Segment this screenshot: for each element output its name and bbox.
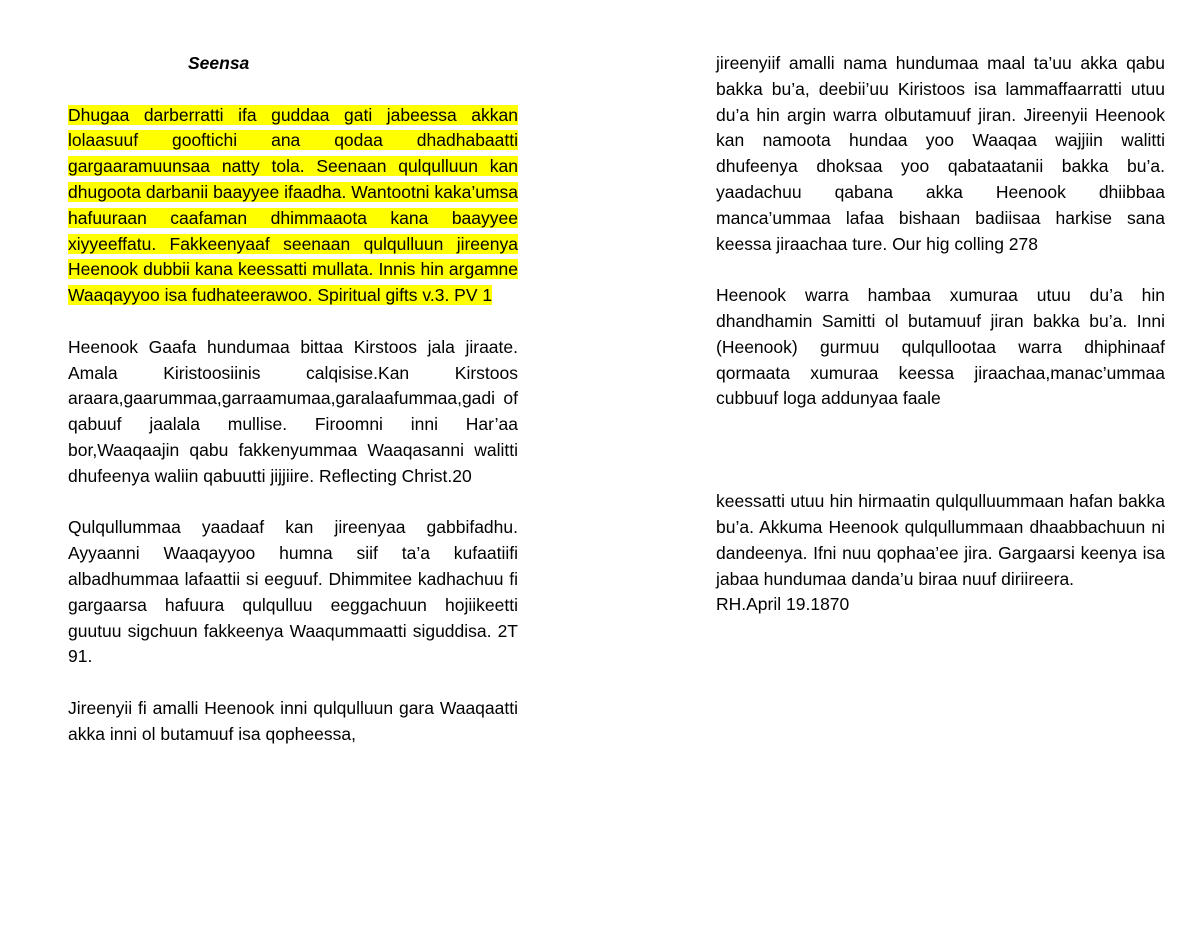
- highlighted-text: Dhugaa darberratti ifa guddaa gati jabeessa akkan lolaasuuf gooftichi ana qodaa dhadhabaatti gargaaramuunsaa natty tola. Seenaan qulqulluun kan dhugoota darbanii baayyee ifaadha. Wantootni kaka’umsa hafuuraan caafaman dhimmaaota kana baayyee xiyyeeffatu. Fakkeenyaaf seenaan qulqulluun jireenya Heenook dubbii kana keessatti mullata. Innis hin argamne Waaqayyoo isa fudhateerawoo. Spiritual gifts v.3. PV 1: [68, 104, 518, 306]
- left-column: [68, 51, 518, 748]
- spacer: [716, 412, 1165, 489]
- paragraph-3: Qulqullummaa yaadaaf kan jireenyaa gabbifadhu. Ayyaanni Waaqayyoo humna siif ta’a kufaatiifi albadhummaa lafaattii si eeguuf. Dhimmitee kadhachuu fi gargaarsa hafuura qulqulluu eeggachuun hojiikeetti guutuu sigchuun fakkeenya Waaqummaatti siguddisa. 2T 91.: [68, 517, 518, 667]
- spacer: [68, 77, 518, 103]
- spacer: [68, 309, 518, 335]
- right-column: [716, 51, 1165, 618]
- section-title: Seensa: [188, 53, 250, 73]
- highlighted-paragraph: [68, 103, 518, 309]
- paragraph-right-1: jireenyiif amalli nama hundumaa maal ta’uu akka qabu bakka bu’a, deebii’uu Kiristoos isa lammaffaarratti utuu du’a hin argin warra olbutamuuf jiran. Jireenyii Heenook kan namoota hundaa yoo Waaqaa wajjiin walitti dhufeenya dhoksaa yoo qabataatanii bakka bu’a. yaadachuu qabana akka Heenook dhiibbaa manca’ummaa lafaa bishaan badiisaa harkise sana keessa jiraachaa ture. Our hig colling 278: [716, 53, 1165, 254]
- spacer: [68, 670, 518, 696]
- spacer: [716, 257, 1165, 283]
- paragraph-2: Heenook Gaafa hundumaa bittaa Kirstoos jala jiraate. Amala Kiristoosiinis calqisise.Kan Kirstoos araara,gaarummaa,garraamumaa,garalaafummaa,gadi of qabuuf jaalala mullise. Firoomni inni Har’aa bor,Waaqaajin qabu fakkenyummaa Waaqasanni walitti dhufeenya waliin qabuutti jijjiire. Reflecting Christ.20: [68, 336, 518, 486]
- spacer: [68, 490, 518, 516]
- paragraph-4: Jireenyii fi amalli Heenook inni qulqulluun gara Waaqaatti akka inni ol butamuuf isa qopheessa,: [68, 697, 518, 744]
- reference-line: RH.April 19.1870: [716, 594, 850, 615]
- paragraph-right-3: keessatti utuu hin hirmaatin qulqulluummaan hafan bakka bu’a. Akkuma Heenook qulqullummaan dhaabbachuun ni dandeenya. Ifni nuu qophaa’ee jira. Gargaarsi keenya isa jabaa hundumaa danda’u biraa nuuf diriireera.: [716, 491, 1165, 589]
- paragraph-right-2: Heenook warra hambaa xumuraa utuu du’a hin dhandhamin Samitti ol butamuuf jiran bakka bu’a. Inni (Heenook) gurmuu qulqullootaa warra dhiphinaaf qormaata xumuraa keessa jiraachaa,manac’ummaa cubbuuf loga addunyaa faale: [716, 285, 1165, 409]
